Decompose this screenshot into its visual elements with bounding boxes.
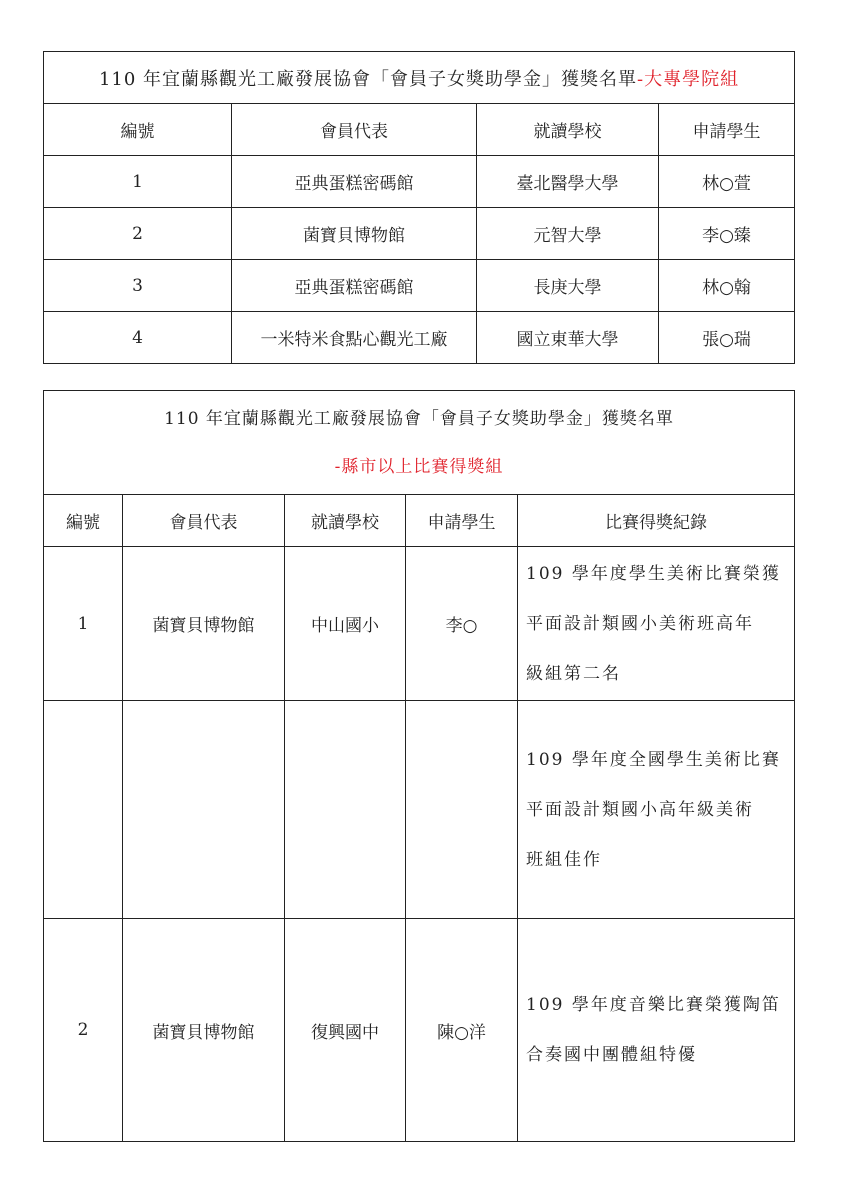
header-number: 編號 [44, 495, 123, 547]
cell-number-empty [44, 701, 123, 919]
cell-award-record [518, 919, 795, 1142]
cell-number: 1 [44, 547, 123, 701]
table-row [44, 208, 795, 260]
award-line: 平面設計類國小美術班高年 [526, 613, 754, 634]
college-table-title [44, 52, 795, 104]
cell-member: 菌寶貝博物館 [123, 919, 285, 1142]
header-number: 編號 [44, 104, 232, 156]
college-title-category: -大專學院組 [637, 68, 740, 90]
competition-title-category: -縣市以上比賽得獎組 [334, 456, 504, 477]
header-award-record: 比賽得獎紀錄 [518, 495, 795, 547]
cell-school: 國立東華大學 [477, 312, 659, 364]
award-line: 合奏國中團體組特優 [526, 1045, 697, 1065]
header-student: 申請學生 [406, 495, 518, 547]
cell-student: 陳○洋 [406, 919, 518, 1142]
college-awards-table [43, 51, 795, 364]
cell-school: 長庚大學 [477, 260, 659, 312]
competition-title-main: 110 年宜蘭縣觀光工廠發展協會「會員子女獎助學金」獲獎名單 [164, 408, 674, 429]
cell-member: 亞典蛋糕密碼館 [232, 260, 477, 312]
table-row [44, 156, 795, 208]
cell-school: 元智大學 [477, 208, 659, 260]
college-title-main: 110 年宜蘭縣觀光工廠發展協會「會員子女獎助學金」獲獎名單 [98, 68, 638, 90]
competition-header-row [44, 495, 795, 547]
cell-student: 林○萱 [659, 156, 795, 208]
award-line: 級組第二名 [526, 663, 621, 684]
table-row [44, 919, 795, 1142]
award-line: 平面設計類國小高年級美術 [526, 799, 754, 820]
cell-student: 張○瑞 [659, 312, 795, 364]
cell-number: 2 [44, 919, 123, 1142]
header-member: 會員代表 [232, 104, 477, 156]
header-student: 申請學生 [659, 104, 795, 156]
header-member: 會員代表 [123, 495, 285, 547]
award-line: 109 學年度學生美術比賽榮獲 [526, 563, 781, 584]
college-header-row [44, 104, 795, 156]
cell-number: 4 [44, 312, 232, 364]
cell-award-record [518, 701, 795, 919]
cell-member: 一米特米食點心觀光工廠 [232, 312, 477, 364]
table-row [44, 260, 795, 312]
cell-student-empty [406, 701, 518, 919]
cell-number: 2 [44, 208, 232, 260]
award-line: 班組佳作 [526, 849, 602, 870]
cell-school: 中山國小 [285, 547, 406, 701]
cell-student: 林○翰 [659, 260, 795, 312]
header-school: 就讀學校 [477, 104, 659, 156]
table-row [44, 701, 795, 919]
award-line: 109 學年度全國學生美術比賽 [526, 749, 781, 770]
cell-member: 菌寶貝博物館 [232, 208, 477, 260]
competition-table-title [44, 391, 795, 495]
table-row [44, 547, 795, 701]
cell-number: 1 [44, 156, 232, 208]
cell-student: 李○臻 [659, 208, 795, 260]
cell-award-record [518, 547, 795, 701]
cell-number: 3 [44, 260, 232, 312]
cell-school: 復興國中 [285, 919, 406, 1142]
award-line: 109 學年度音樂比賽榮獲陶笛 [526, 995, 781, 1015]
header-school: 就讀學校 [285, 495, 406, 547]
table-row [44, 312, 795, 364]
cell-school-empty [285, 701, 406, 919]
cell-member: 亞典蛋糕密碼館 [232, 156, 477, 208]
competition-awards-table [43, 390, 795, 1142]
cell-school: 臺北醫學大學 [477, 156, 659, 208]
cell-member: 菌寶貝博物館 [123, 547, 285, 701]
cell-member-empty [123, 701, 285, 919]
cell-student: 李○ [406, 547, 518, 701]
